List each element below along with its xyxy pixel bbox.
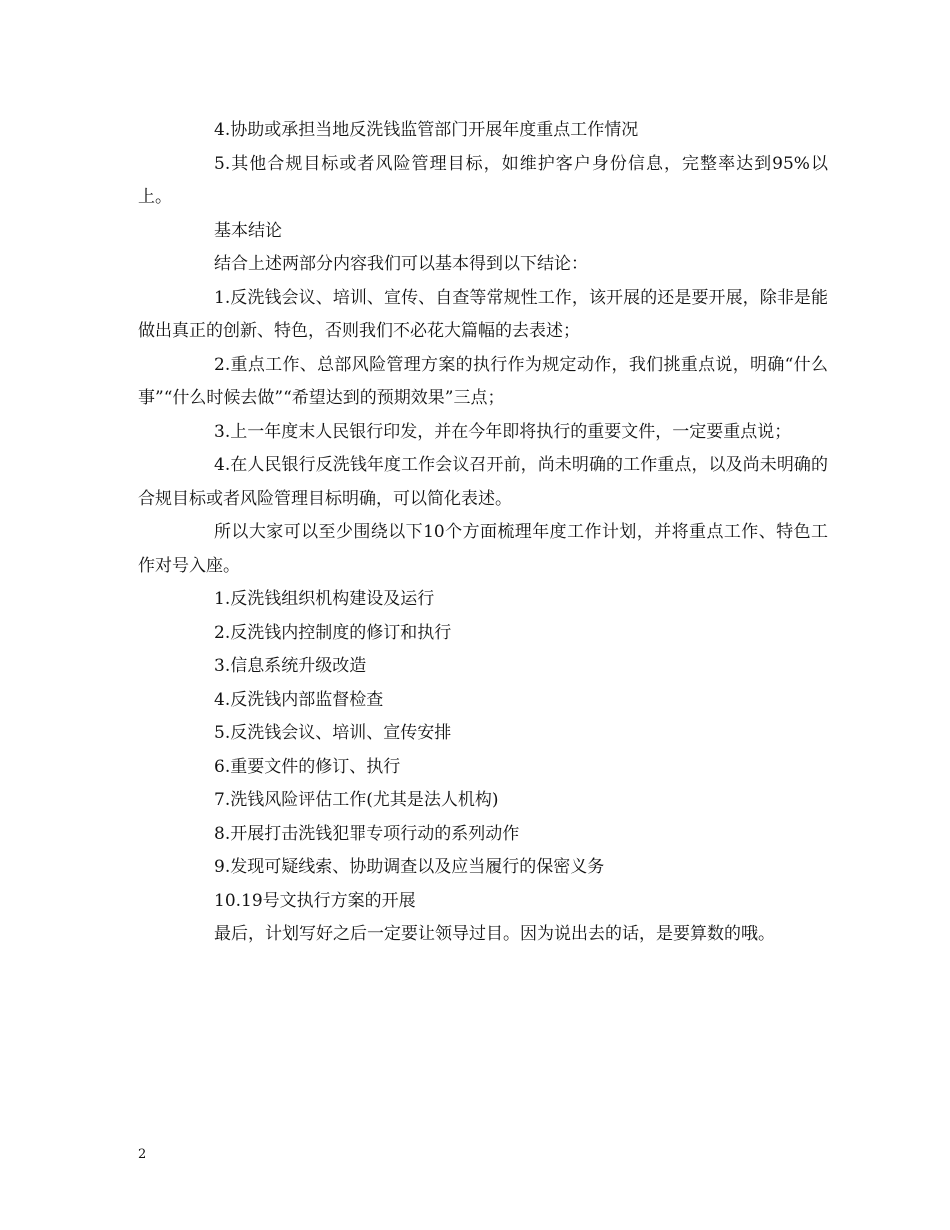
- plan-item-10: 10.19号文执行方案的开展: [214, 890, 416, 911]
- section-heading: 基本结论: [214, 220, 282, 241]
- plan-item-3: 3.信息系统升级改造: [214, 656, 367, 676]
- conclusion-item-1: 1.反洗钱会议、培训、宣传、自查等常规性工作，该开展的还是要开展，除非是能做出真正的创新、特色，否则我们不必花大篇幅的去表述；: [138, 287, 828, 341]
- plan-item-4: 4.反洗钱内部监督检查: [214, 689, 384, 710]
- prev-item-5: 5.其他合规目标或者风险管理目标，如维护客户身份信息，完整率达到95%以上。: [138, 153, 828, 207]
- plan-item-7: 7.洗钱风险评估工作(尤其是法人机构): [214, 790, 499, 810]
- plan-item-2: 2.反洗钱内控制度的修订和执行: [214, 622, 452, 643]
- page-number: 2: [138, 1147, 147, 1162]
- plan-item-9: 9.发现可疑线索、协助调查以及应当履行的保密义务: [214, 857, 605, 877]
- document-body: [138, 114, 828, 952]
- prev-item-4: 4.协助或承担当地反洗钱监管部门开展年度重点工作情况: [214, 120, 639, 140]
- summary-paragraph: 所以大家可以至少围绕以下10个方面梳理年度工作计划，并将重点工作、特色工作对号入座。: [138, 522, 828, 576]
- plan-item-1: 1.反洗钱组织机构建设及运行: [214, 589, 435, 609]
- plan-item-6: 6.重要文件的修订、执行: [214, 756, 401, 777]
- closing-paragraph: 最后，计划写好之后一定要让领导过目。因为说出去的话，是要算数的哦。: [214, 924, 775, 944]
- conclusion-item-2: 2.重点工作、总部风险管理方案的执行作为规定动作，我们挑重点说，明确“什么事”“什么时候去做”“希望达到的预期效果”三点；: [138, 354, 828, 408]
- conclusion-item-3: 3.上一年度末人民银行印发，并在今年即将执行的重要文件，一定要重点说；: [214, 421, 792, 442]
- conclusion-item-4: 4.在人民银行反洗钱年度工作会议召开前，尚未明确的工作重点，以及尚未明确的合规目标或者风险管理目标明确，可以简化表述。: [138, 455, 828, 509]
- intro-text: 结合上述两部分内容我们可以基本得到以下结论：: [214, 254, 588, 274]
- plan-item-8: 8.开展打击洗钱犯罪专项行动的系列动作: [214, 823, 520, 844]
- plan-item-5: 5.反洗钱会议、培训、宣传安排: [214, 723, 452, 743]
